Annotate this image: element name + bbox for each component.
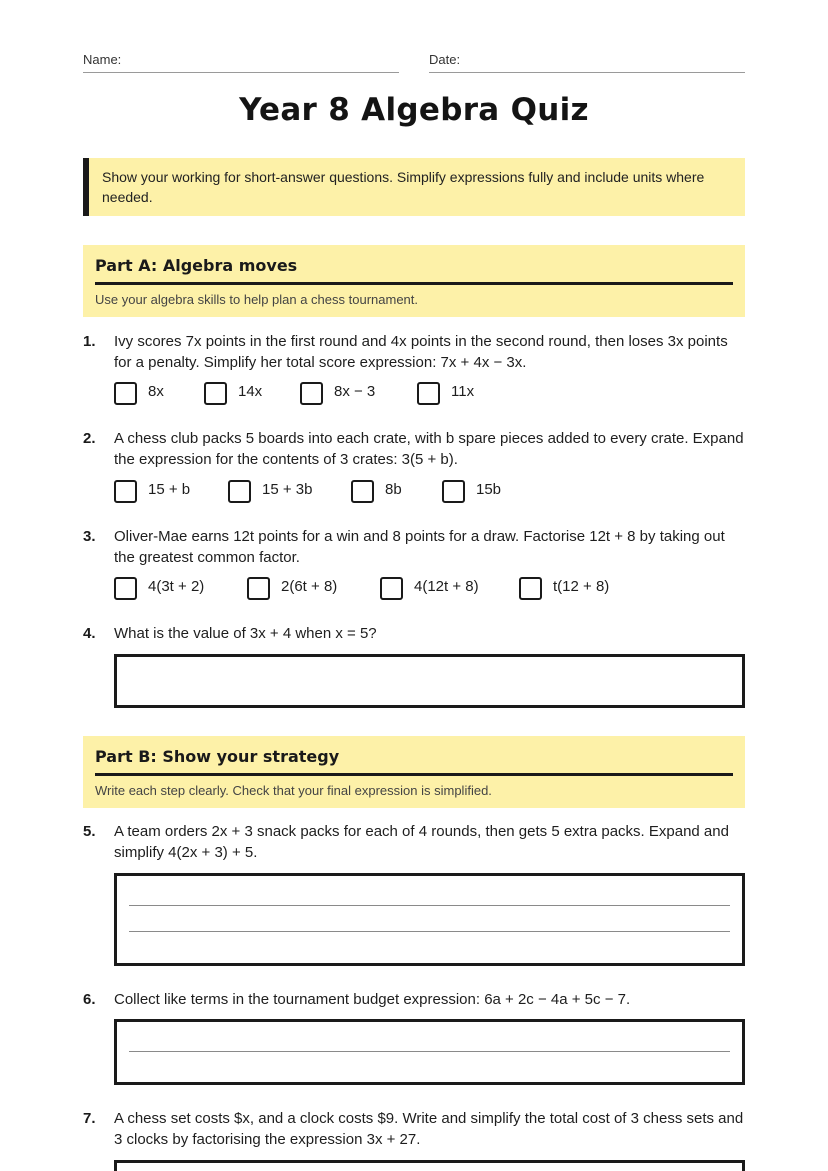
checkbox-icon[interactable] [442, 480, 465, 503]
question-number: 6. [83, 991, 96, 1008]
name-field[interactable] [83, 52, 399, 73]
question-text: A chess club packs 5 boards into each crate, with b spare pieces added to every crate. Expand the expression for the contents of 3 crates: 3(5 + b). [114, 430, 744, 468]
checkbox-icon[interactable] [380, 577, 403, 600]
answer-box[interactable] [114, 873, 745, 966]
question-text: A team orders 2x + 3 snack packs for each of 4 rounds, then gets 5 extra packs. Expand and simplify 4(2x + 3) + 5. [114, 823, 729, 861]
question-number: 2. [83, 430, 96, 447]
answer-box[interactable] [114, 1019, 745, 1085]
name-label: Name: [83, 52, 122, 67]
checkbox-icon[interactable] [228, 480, 251, 503]
checkbox-icon[interactable] [204, 382, 227, 405]
checkbox-icon[interactable] [351, 480, 374, 503]
option-label: 2(6t + 8) [281, 578, 338, 595]
question-text: A chess set costs $x, and a clock costs $9. Write and simplify the total cost of 3 chess sets and 3 clocks by factorising the expression 3x + 27. [114, 1110, 744, 1148]
option-label: 4(12t + 8) [414, 578, 479, 595]
date-label: Date: [429, 52, 461, 67]
checkbox-icon[interactable] [114, 480, 137, 503]
question-text: Ivy scores 7x points in the first round and 4x points in the second round, then loses 3x points for a penalty. Simplify her total score expression: 7x + 4x − 3x. [114, 333, 728, 371]
part-a-title: Part A: Algebra moves [95, 245, 733, 285]
writing-line [129, 931, 730, 932]
date-field[interactable] [429, 52, 745, 73]
writing-line [129, 905, 730, 906]
question-number: 4. [83, 625, 96, 642]
question-number: 5. [83, 823, 96, 840]
part-b-subtitle: Write each step clearly. Check that your final expression is simplified. [95, 783, 492, 798]
option-label: 4(3t + 2) [148, 578, 205, 595]
option-label: 8b [385, 481, 402, 498]
answer-box[interactable] [114, 1160, 745, 1171]
option-label: 15 + b [148, 481, 191, 498]
question-number: 3. [83, 528, 96, 545]
question-text: What is the value of 3x + 4 when x = 5? [114, 625, 377, 642]
checkbox-icon[interactable] [114, 382, 137, 405]
part-a-header [83, 245, 745, 317]
checkbox-icon[interactable] [247, 577, 270, 600]
part-b-title: Part B: Show your strategy [95, 736, 733, 776]
option-label: 14x [238, 383, 263, 400]
option-label: 8x [148, 383, 164, 400]
checkbox-icon[interactable] [519, 577, 542, 600]
page-title: Year 8 Algebra Quiz [239, 92, 589, 128]
part-b-header [83, 736, 745, 808]
answer-box[interactable] [114, 654, 745, 708]
option-label: t(12 + 8) [553, 578, 610, 595]
question-number: 1. [83, 333, 96, 350]
option-label: 8x − 3 [334, 383, 376, 400]
part-a-subtitle: Use your algebra skills to help plan a chess tournament. [95, 292, 419, 307]
checkbox-icon[interactable] [114, 577, 137, 600]
option-label: 11x [451, 383, 475, 400]
writing-line [129, 1051, 730, 1052]
checkbox-icon[interactable] [300, 382, 323, 405]
option-label: 15 + 3b [262, 481, 313, 498]
question-text: Collect like terms in the tournament budget expression: 6a + 2c − 4a + 5c − 7. [114, 991, 631, 1008]
question-text: Oliver-Mae earns 12t points for a win and 8 points for a draw. Factorise 12t + 8 by taking out the greatest common factor. [114, 528, 725, 566]
header-fields [83, 52, 745, 74]
instructions-callout: Show your working for short-answer questions. Simplify expressions fully and include units where needed. [83, 158, 745, 216]
checkbox-icon[interactable] [417, 382, 440, 405]
question-number: 7. [83, 1110, 96, 1127]
option-label: 15b [476, 481, 502, 498]
